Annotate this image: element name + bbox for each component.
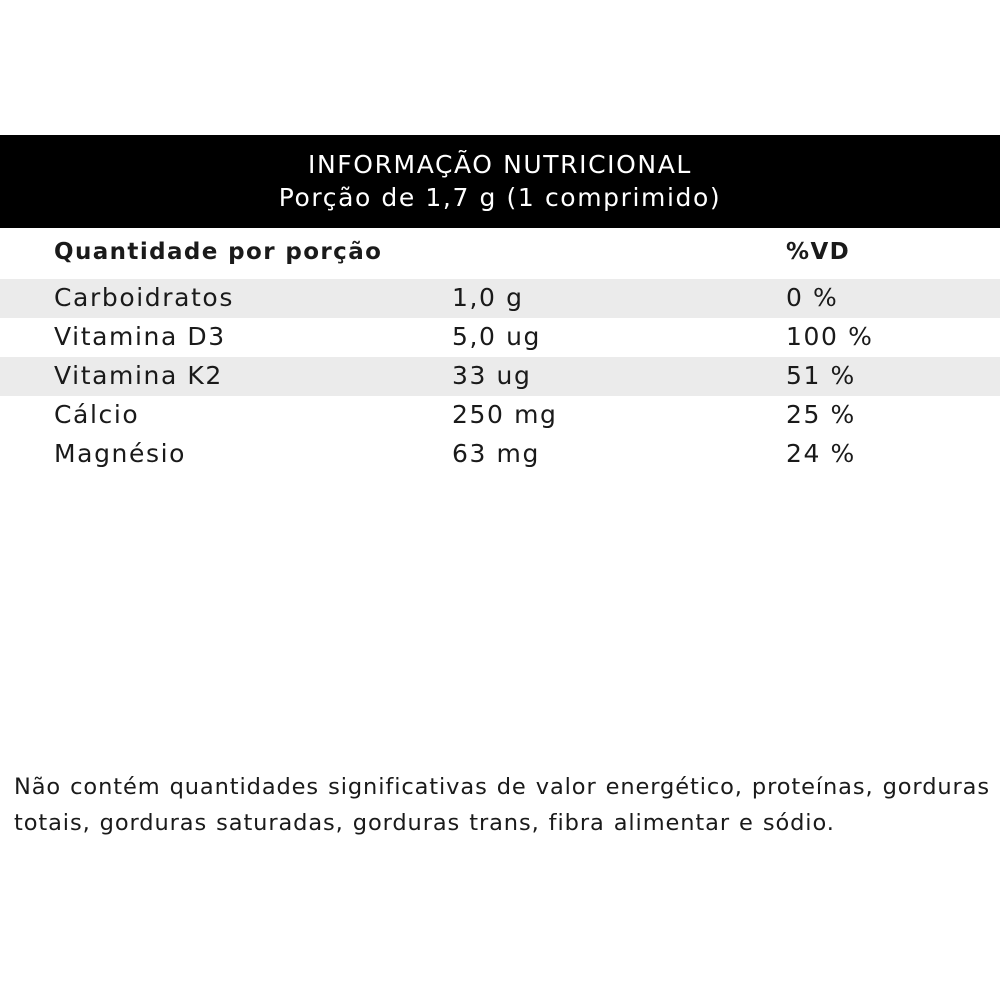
nutrient-vd: 0 % — [786, 283, 839, 312]
serving-size: Porção de 1,7 g (1 comprimido) — [278, 183, 722, 212]
nutrient-amount: 33 ug — [452, 361, 532, 390]
nutrient-vd: 24 % — [786, 439, 856, 468]
nutrient-name: Cálcio — [54, 400, 140, 429]
column-header-quantity: Quantidade por porção — [54, 239, 383, 265]
table-header-row — [0, 231, 1000, 277]
nutrition-title: INFORMAÇÃO NUTRICIONAL — [308, 150, 692, 179]
nutrition-header — [0, 135, 1000, 228]
nutrient-vd: 100 % — [786, 322, 874, 351]
nutrient-amount: 63 mg — [452, 439, 540, 468]
nutrient-name: Carboidratos — [54, 283, 234, 312]
nutrient-table — [0, 279, 1000, 474]
nutrient-vd: 51 % — [786, 361, 856, 390]
nutrient-amount: 1,0 g — [452, 283, 524, 312]
nutrient-amount: 5,0 ug — [452, 322, 542, 351]
nutrient-vd: 25 % — [786, 400, 856, 429]
table-row — [0, 318, 1000, 357]
table-row — [0, 435, 1000, 474]
nutrient-name: Magnésio — [54, 439, 187, 468]
table-row — [0, 357, 1000, 396]
nutrient-name: Vitamina D3 — [54, 322, 226, 351]
nutrient-amount: 250 mg — [452, 400, 558, 429]
column-header-vd: %VD — [786, 239, 851, 265]
footnote-disclaimer: Não contém quantidades significativas de valor energético, proteínas, gorduras totais, gorduras saturadas, gorduras trans, fibra alimentar e sódio. — [14, 773, 990, 836]
table-row — [0, 396, 1000, 435]
nutrient-name: Vitamina K2 — [54, 361, 223, 390]
table-row — [0, 279, 1000, 318]
